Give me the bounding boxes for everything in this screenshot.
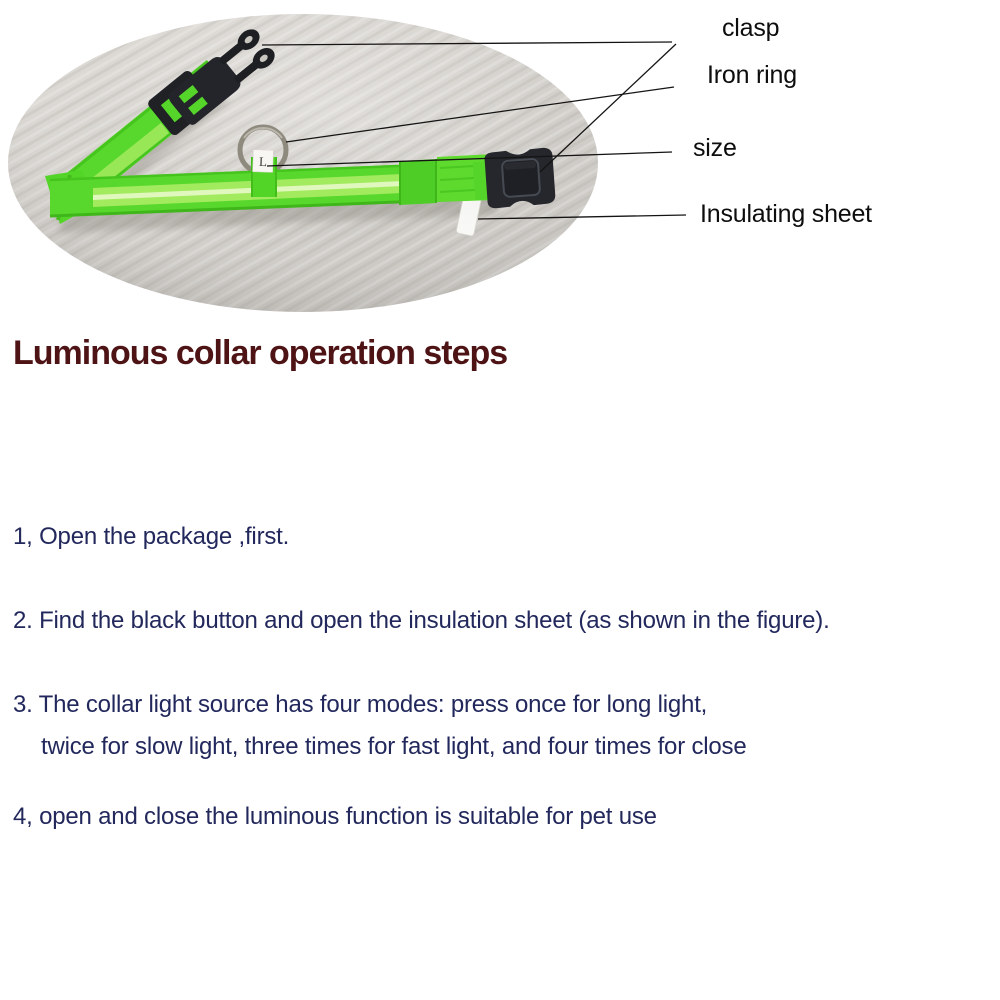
label-clasp: clasp [722, 14, 780, 42]
step-3-line-1: 3. The collar light source has four modes: press once for long light, [13, 691, 708, 718]
size-tag-letter: L [258, 153, 268, 170]
strap-keeper [399, 159, 437, 205]
label-size: size [693, 134, 737, 162]
page-title: Luminous collar operation steps [13, 334, 508, 372]
label-iron-ring: Iron ring [707, 61, 797, 89]
label-insulating-sheet: Insulating sheet [700, 200, 872, 228]
step-3-line-2: twice for slow light, three times for fast light, and four times for close [41, 733, 747, 760]
collar-photo [0, 0, 1000, 360]
step-4: 4, open and close the luminous function is suitable for pet use [13, 803, 657, 830]
size-tag [253, 150, 274, 173]
step-1: 1, Open the package ,first. [13, 523, 290, 550]
step-2: 2. Find the black button and open the insulation sheet (as shown in the figure). [13, 607, 830, 634]
